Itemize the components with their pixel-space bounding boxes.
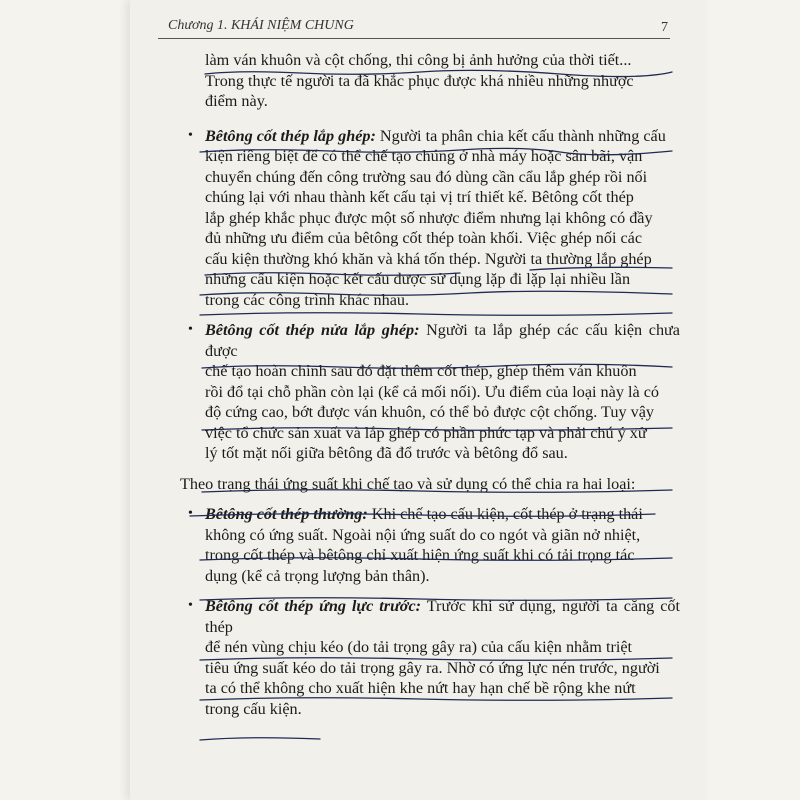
text-line: việc tổ chức sản xuất và lắp ghép có phần phức tạp và phải chú ý xử [205,423,647,442]
text-line: trong các công trình khác nhau. [205,290,410,309]
text-line: những cấu kiện hoặc kết cấu được sử dụng lặp đi lặp lại nhiều lần [205,270,631,288]
bullet-icon: • [188,598,193,613]
text-line: Bêtông cốt thép nửa lắp ghép: Người ta lắp ghép các cấu kiện chưa được [205,321,680,360]
chapter-title: Chương 1. KHÁI NIỆM CHUNG [168,18,354,33]
bullet-icon: • [188,322,193,337]
text-line: tiêu ứng suất kéo do tải trọng gây ra. Nhờ có ứng lực nén trước, người [205,658,660,677]
text-line: Bêtông cốt thép thường: Khi chế tạo cấu kiện, cốt thép ở trạng thái [205,505,643,523]
text-line: làm ván khuôn và cột chống, thi công bị ảnh hưởng của thời tiết... [205,51,632,69]
list-item-nua-lap-ghep [180,320,680,464]
bullet-icon: • [188,506,193,521]
body-text [180,50,680,719]
text-line: Bêtông cốt thép ứng lực trước: Trước khi sử dụng, người ta căng cốt thép [205,597,681,636]
text-line: cấu kiện thường khó khăn và khá tốn thép. Người ta thường lắp ghép [205,249,652,268]
list-item-ung-luc-truoc [180,596,680,719]
text-line: rồi đổ tại chỗ phần còn lại (kể cả mối nối). Ưu điểm của loại này là có [205,382,659,401]
text-line: lý tốt mặt nối giữa bêtông đã đổ trước và bêtông đổ sau. [205,444,568,462]
text-line: dụng (kể cả trọng lượng bản thân). [205,566,430,585]
text-line: đủ những ưu điểm của bêtông cốt thép toàn khối. Việc ghép nối các [205,229,643,247]
term-label: Bêtông cốt thép thường: [205,505,368,523]
text-line: trong cốt thép và bêtông chỉ xuất hiện ứng suất khi có tải trọng tác [205,546,635,564]
term-label: Bêtông cốt thép lắp ghép: [205,126,376,145]
page-header [168,18,668,40]
text-line: để nén vùng chịu kéo (do tải trọng gây ra) của cấu kiện nhằm triệt [205,638,633,656]
intro-paragraph [180,50,680,112]
text-line: chế tạo hoàn chỉnh sau đó đặt thêm cốt thép, ghép thêm ván khuôn [205,362,637,380]
text-line: Trong thực tế người ta đã khắc phục được khá nhiều những nhược [205,71,634,90]
text-line: trong cấu kiện. [205,699,302,718]
text-line: không có ứng suất. Ngoài nội ứng suất do co ngót và giãn nở nhiệt, [205,525,641,544]
term-label: Bêtông cốt thép nửa lắp ghép: [205,321,420,339]
text-line: ta có thể không cho xuất hiện khe nứt hay hạn chế bề rộng khe nứt [205,679,636,697]
page-number: 7 [661,20,668,35]
text-line: chuyển chúng đến công trường sau đó dùng cần cẩu lắp ghép rồi nối [205,167,648,186]
text-line: chúng lại với nhau thành kết cấu tại vị trí thiết kế. Bêtông cốt thép [205,188,634,206]
text-line: độ cứng cao, bớt được ván khuôn, có thể bỏ được cột chống. Tuy vậy [205,403,654,421]
term-label: Bêtông cốt thép ứng lực trước: [205,597,422,615]
text-line: điểm này. [205,92,268,110]
text-line: Bêtông cốt thép lắp ghép: Người ta phân chia kết cấu thành những cấu [205,126,666,145]
bullet-icon: • [188,127,193,143]
header-rule [158,38,670,39]
text-line: kiện riêng biệt để có thể chế tạo chúng ở nhà máy hoặc sân bãi, vận [205,147,643,165]
list-item-thuong [180,504,680,586]
list-item-lap-ghep [180,126,680,311]
section-intro: Theo trạng thái ứng suất khi chế tạo và sử dụng có thể chia ra hai loại: [180,474,636,493]
text-line: lắp ghép khắc phục được một số nhược điểm nhưng lại không có đầy [205,208,653,227]
